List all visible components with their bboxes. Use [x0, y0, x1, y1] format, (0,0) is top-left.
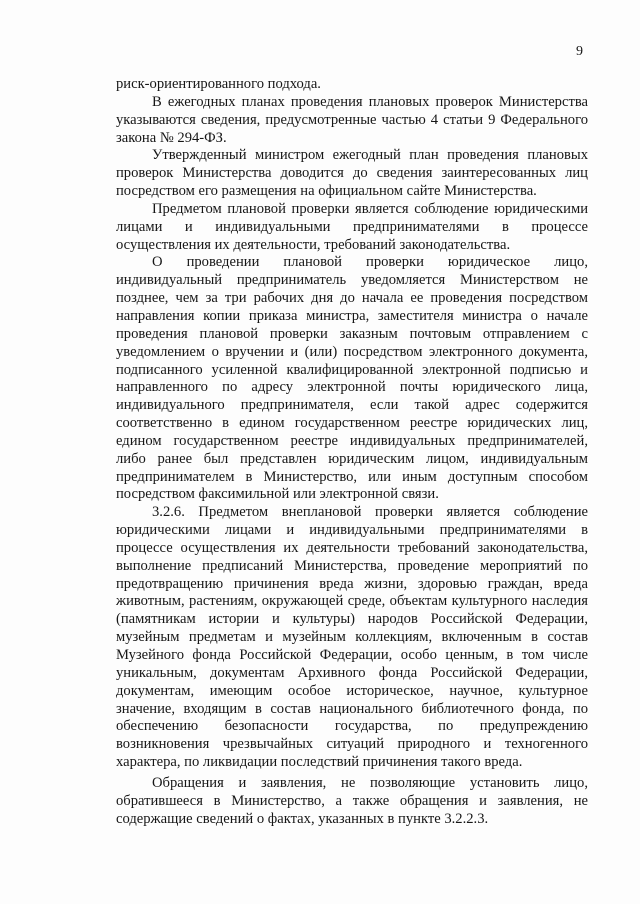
paragraph-inspection-notification: О проведении плановой проверки юридическое лицо, индивидуальный предприниматель уведомляется Министерством не позднее, чем за три рабочих дня до начала ее проведения посредством направления копии приказа министра, заместителя министра о начале проведения плановой проверки заказным почтовым отправлением с уведомлением о вручении и (или) посредством электронного документа, подписанного усиленной квалифицированной электронной подписью и направленного по адресу электронной почты юридического лица, индивидуального предпринимателя, если такой адрес содержится соответственно в едином государственном реестре юридических лиц, едином государственном реестре индивидуальных предпринимателей, либо ранее был представлен юридическим лицом, индивидуальным предпринимателем в Министерство, или иным доступным способом посредством факсимильной или электронной связи. — [116, 254, 588, 503]
paragraph-unscheduled-inspection-subject: 3.2.6. Предметом внеплановой проверки является соблюдение юридическими лицами и индивидуальными предпринимателями в процессе осуществления их деятельности требований законодательства, выполнение предписаний Министерства, проведение мероприятий по предотвращению причинения вреда жизни, здоровью граждан, вреда животным, растениям, окружающей среде, объектам культурного наследия (памятникам истории и культуры) народов Российской Федерации, музейным предметам и музейным коллекциям, включенным в состав Музейного фонда Российской Федерации, особо ценным, в том числе уникальным, документам Архивного фонда Российской Федерации, документам, имеющим особое историческое, научное, культурное значение, входящим в состав национального библиотечного фонда, по обеспечению безопасности государства, по предупреждению возникновения чрезвычайных ситуаций природного и техногенного характера, по ликвидации последствий причинения такого вреда. — [116, 504, 588, 771]
paragraph-plan-approval: Утвержденный министром ежегодный план проведения плановых проверок Министерства доводится до сведения заинтересованных лиц посредством его размещения на официальном сайте Министерства. — [116, 147, 588, 200]
paragraph-planned-inspection-subject: Предметом плановой проверки является соблюдение юридическими лицами и индивидуальными предпринимателями в процессе осуществления их деятельности, требований законодательства. — [116, 200, 588, 253]
page-number: 9 — [576, 44, 583, 59]
paragraph-annual-plans: В ежегодных планах проведения плановых проверок Министерства указываются сведения, предусмотренные частью 4 статьи 9 Федерального закона № 294-ФЗ. — [116, 93, 588, 146]
paragraph-continuation: риск-ориентированного подхода. — [116, 76, 321, 92]
paragraph-appeals: Обращения и заявления, не позволяющие установить лицо, обратившееся в Министерство, а также обращения и заявления, не содержащие сведений о фактах, указанных в пункте 3.2.2.3. — [116, 774, 588, 827]
body-text — [116, 76, 588, 828]
